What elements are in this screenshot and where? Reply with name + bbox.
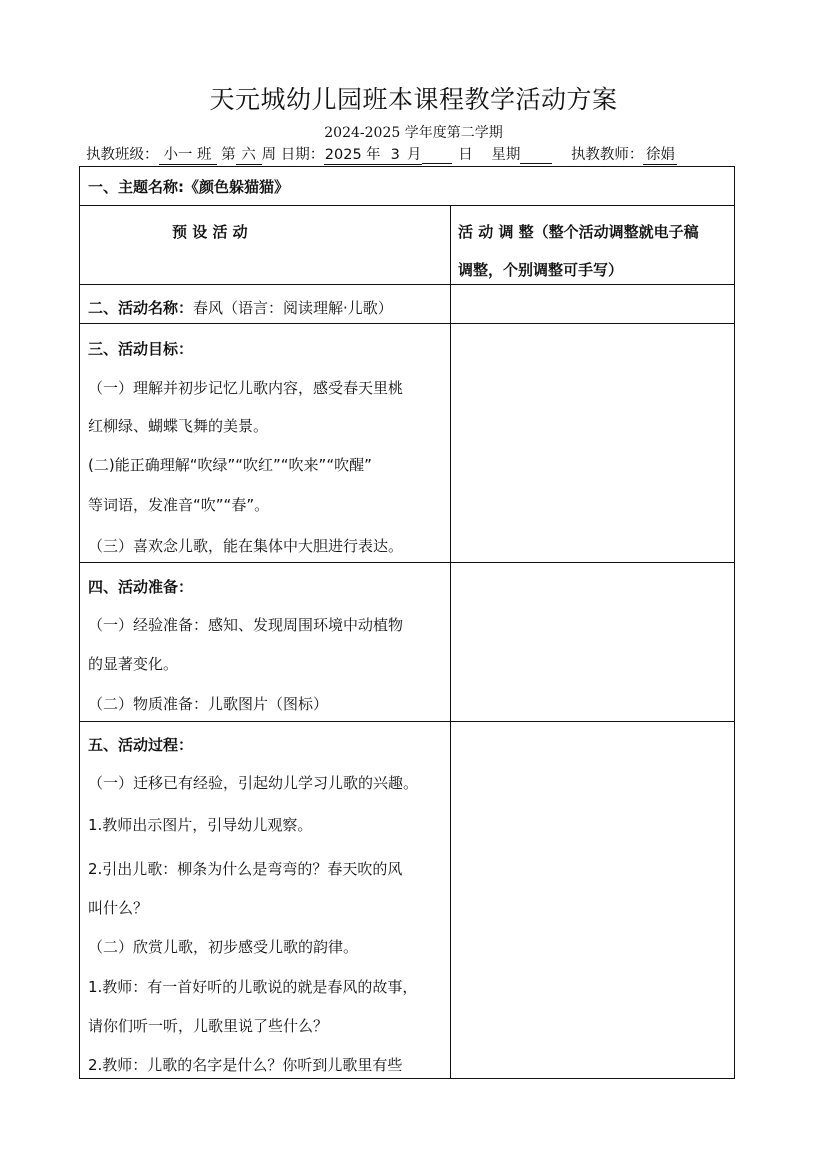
teacher-value: 徐娟 (643, 146, 677, 165)
process-heading: 五、活动过程： (88, 736, 194, 754)
activity-name-label: 二、活动名称： (88, 299, 194, 317)
activity-name (88, 298, 393, 318)
process-line: 叫什么？ (88, 899, 149, 917)
adjustment-header-line1: 活 动 调 整（整个活动调整就电子稿 (458, 223, 699, 241)
week-prefix: 第 (221, 147, 236, 163)
class-label: 执教班级： (86, 147, 159, 163)
month-suffix: 月 (406, 147, 422, 163)
process-line: （二）欣赏儿歌，初步感受儿歌的韵律。 (88, 938, 359, 956)
prep-line: 的显著变化。 (88, 655, 179, 673)
preset-activity-header: 预 设 活 动 (172, 223, 248, 241)
row-divider (80, 284, 734, 285)
process-line: 2.引出儿歌：柳条为什么是弯弯的？春天吹的风 (88, 860, 403, 878)
prep-line: （一）经验准备：感知、发现周围环境中动植物 (88, 616, 404, 634)
semester-subtitle: 2024-2025 学年度第二学期 (324, 125, 503, 141)
process-line: 请你们听一听，儿歌里说了些什么？ (88, 1017, 329, 1035)
goal-line: （一）理解并初步记忆儿歌内容，感受春天里桃 (88, 379, 404, 397)
weekday-label: 星期 (491, 147, 521, 163)
day-suffix: 日 (458, 147, 473, 163)
row-divider (80, 205, 734, 206)
goal-line: 红柳绿、蝴蝶飞舞的美景。 (88, 417, 269, 435)
process-line: 2.教师：儿歌的名字是什么？你听到儿歌里有些 (88, 1056, 403, 1074)
class-value: 小一 班 (159, 146, 217, 165)
document-title: 天元城幼儿园班本课程教学活动方案 (209, 85, 618, 114)
row-divider (80, 721, 734, 722)
teacher-label: 执教教师： (570, 147, 644, 163)
prep-line: （二）物质准备：儿歌图片（图标） (88, 695, 329, 713)
row-divider (80, 323, 734, 324)
goal-line: (二)能正确理解“吹绿”“吹红”“吹来”“吹醒” (88, 456, 372, 474)
day-value (422, 145, 452, 164)
year-suffix: 年 (362, 146, 384, 165)
weekday-value (520, 145, 552, 164)
process-line: （一）迁移已有经验，引起幼儿学习儿歌的兴趣。 (88, 774, 419, 792)
theme-name: 一、主题名称:《颜色躲猫猫》 (88, 178, 289, 196)
row-divider (80, 562, 734, 563)
goals-heading: 三、活动目标： (88, 340, 194, 358)
prep-heading: 四、活动准备： (88, 578, 194, 596)
column-divider (450, 206, 451, 1078)
date-label: 日期： (280, 147, 325, 163)
process-line: 1.教师：有一首好听的儿歌说的就是春风的故事， (88, 978, 418, 996)
process-line: 1.教师出示图片，引导幼儿观察。 (88, 816, 313, 834)
week-suffix: 周 (261, 147, 277, 163)
month-value: 3 (384, 146, 406, 165)
adjustment-header-line2: 调整，个别调整可手写） (458, 261, 624, 279)
info-line (86, 144, 736, 166)
activity-name-value: 春风（语言：阅读理解·儿歌） (193, 299, 393, 317)
week-value: 六 (236, 146, 262, 165)
activity-plan-table (79, 166, 735, 1079)
goal-line: （三）喜欢念儿歌，能在集体中大胆进行表达。 (88, 537, 404, 555)
goal-line: 等词语，发准音“吹”“春”。 (88, 496, 270, 514)
year-value: 2025 (324, 147, 362, 163)
